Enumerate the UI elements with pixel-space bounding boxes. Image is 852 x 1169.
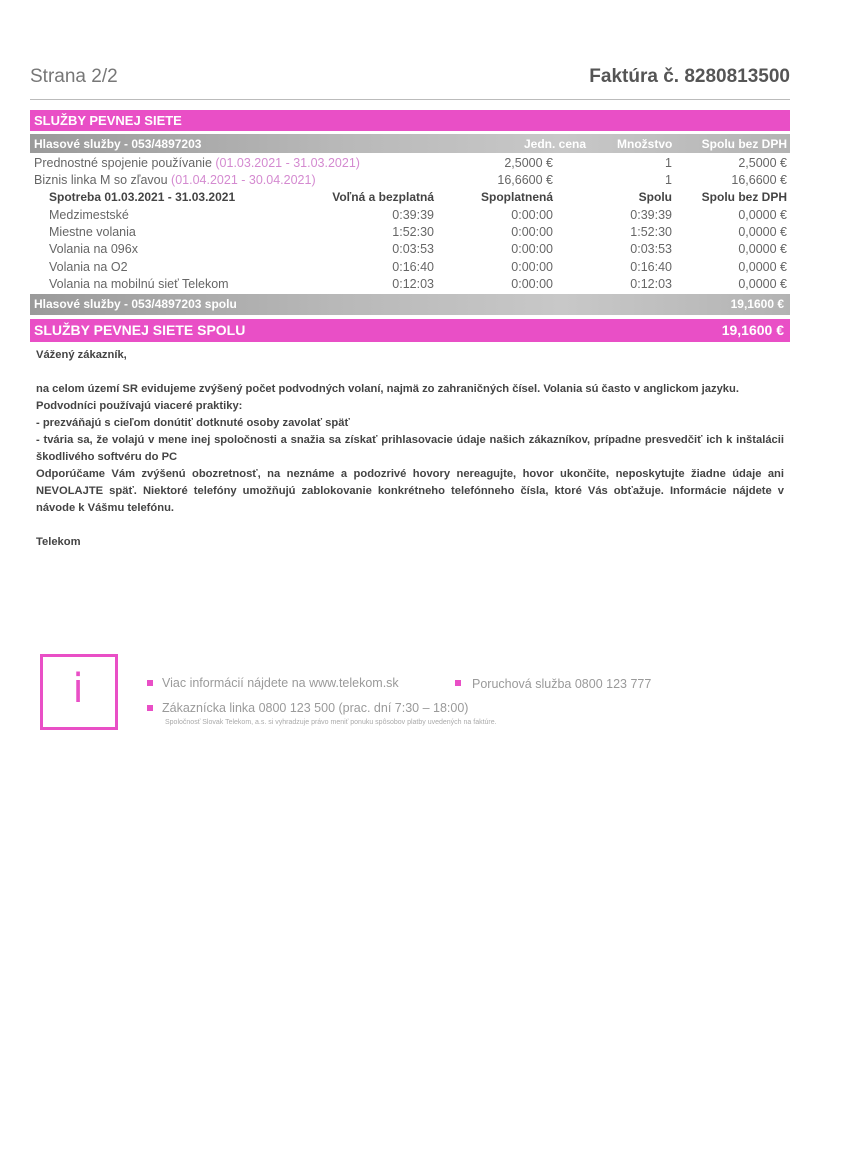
usage-free: 0:39:39	[392, 208, 434, 222]
usage-total: 0:39:39	[630, 208, 672, 222]
line-item	[30, 155, 790, 172]
section-total-label: SLUŽBY PEVNEJ SIETE SPOLU	[34, 322, 246, 338]
footer-legal: Spoločnosť Slovak Telekom, a.s. si vyhradzuje právo meniť ponuku spôsobov platby uvedených na faktúre.	[165, 719, 497, 726]
usage-charged: 0:00:00	[511, 242, 553, 256]
item-total: 16,6600 €	[731, 173, 787, 187]
notice-signature: Telekom	[36, 536, 81, 548]
col-usage-amount: Spolu bez DPH	[701, 190, 787, 204]
usage-charged: 0:00:00	[511, 277, 553, 291]
usage-total: 0:16:40	[630, 260, 672, 274]
usage-amount: 0,0000 €	[738, 260, 787, 274]
usage-charged: 0:00:00	[511, 260, 553, 274]
bullet-icon	[455, 680, 461, 686]
notice-bullet: - tvária sa, že volajú v mene inej spoločnosti a snažia sa získať prihlasovacie údaje našich zákazníkov, prípadne presvedčiť ich k inštalácii škodlivého softvéru do PC	[36, 434, 784, 463]
usage-amount: 0,0000 €	[738, 208, 787, 222]
item-quantity: 1	[665, 173, 672, 187]
notice-bullet: - prezváňajú s cieľom donútiť dotknuté osoby zavolať späť	[36, 417, 350, 429]
col-total-ex-vat: Spolu bez DPH	[701, 137, 787, 151]
usage-name: Miestne volania	[49, 225, 136, 239]
section-total	[30, 319, 790, 342]
usage-total: 0:03:53	[630, 242, 672, 256]
usage-amount: 0,0000 €	[738, 277, 787, 291]
notice-paragraph: Podvodníci používajú viaceré praktiky:	[36, 400, 243, 412]
footer-website: Viac informácií nájdete na www.telekom.sk	[162, 676, 399, 690]
col-unit-price: Jedn. cena	[524, 137, 587, 151]
usage-name: Volania na mobilnú sieť Telekom	[49, 277, 229, 291]
page-number: Strana 2/2	[30, 66, 118, 87]
usage-amount: 0,0000 €	[738, 242, 787, 256]
usage-row	[30, 259, 790, 276]
usage-total: 1:52:30	[630, 225, 672, 239]
voice-services-total	[30, 294, 790, 315]
usage-free: 0:03:53	[392, 242, 434, 256]
voice-total-amount: 19,1600 €	[730, 297, 784, 311]
line-item	[30, 172, 790, 189]
voice-services-header	[30, 134, 790, 153]
notice-paragraph: na celom území SR evidujeme zvýšený počet podvodných volaní, najmä zo zahraničných čísel. Volania sú často v anglickom jazyku.	[36, 383, 739, 395]
footer-customer-line: Zákaznícka linka 0800 123 500 (prac. dní 7:30 – 18:00)	[162, 701, 469, 715]
usage-free: 0:12:03	[392, 277, 434, 291]
usage-name: Volania na O2	[49, 260, 128, 274]
usage-charged: 0:00:00	[511, 225, 553, 239]
usage-row	[30, 207, 790, 224]
usage-row	[30, 276, 790, 293]
item-unit-price: 16,6600 €	[497, 173, 553, 187]
voice-total-label: Hlasové služby - 053/4897203 spolu	[34, 297, 237, 311]
col-quantity: Množstvo	[617, 137, 673, 151]
col-charged: Spoplatnená	[480, 190, 553, 204]
section-total-amount: 19,1600 €	[721, 322, 784, 338]
usage-period-label: Spotreba 01.03.2021 - 31.03.2021	[49, 190, 236, 204]
usage-amount: 0,0000 €	[738, 225, 787, 239]
usage-free: 1:52:30	[392, 225, 434, 239]
col-usage-total: Spolu	[638, 190, 672, 204]
voice-services-label: Hlasové služby - 053/4897203	[34, 137, 202, 151]
col-free: Voľná a bezplatná	[332, 190, 434, 204]
usage-row	[30, 241, 790, 258]
item-quantity: 1	[665, 156, 672, 170]
usage-total: 0:12:03	[630, 277, 672, 291]
usage-free: 0:16:40	[392, 260, 434, 274]
item-name: Biznis linka M so zľavou (01.04.2021 - 30.04.2021)	[34, 173, 316, 187]
invoice-title: Faktúra č. 8280813500	[589, 66, 790, 87]
usage-name: Volania na 096x	[49, 242, 138, 256]
item-unit-price: 2,5000 €	[504, 156, 553, 170]
footer-service-line: Poruchová služba 0800 123 777	[472, 677, 652, 691]
header-divider	[30, 99, 790, 100]
usage-name: Medzimestské	[49, 208, 129, 222]
usage-row	[30, 224, 790, 241]
section-header: SLUŽBY PEVNEJ SIETE	[30, 110, 790, 131]
usage-header	[30, 189, 790, 206]
item-total: 2,5000 €	[738, 156, 787, 170]
bullet-icon	[147, 680, 153, 686]
notice-paragraph: Odporúčame Vám zvýšenú obozretnosť, na neznáme a podozrivé hovory nereagujte, hovor ukončite, neposkytujte žiadne údaje ani NEVOLAJTE späť. Niektoré telefóny umožňujú zablokovanie konkrétneho telefónneho čísla, ktoré Vás obťažuje. Informácie nájdete v návode k Vášmu telefónu.	[36, 468, 784, 514]
fraud-notice	[36, 347, 784, 551]
usage-charged: 0:00:00	[511, 208, 553, 222]
bullet-icon	[147, 705, 153, 711]
item-name: Prednostné spojenie používanie (01.03.2021 - 31.03.2021)	[34, 156, 360, 170]
info-icon: i	[72, 666, 84, 712]
notice-greeting: Vážený zákazník,	[36, 349, 127, 361]
